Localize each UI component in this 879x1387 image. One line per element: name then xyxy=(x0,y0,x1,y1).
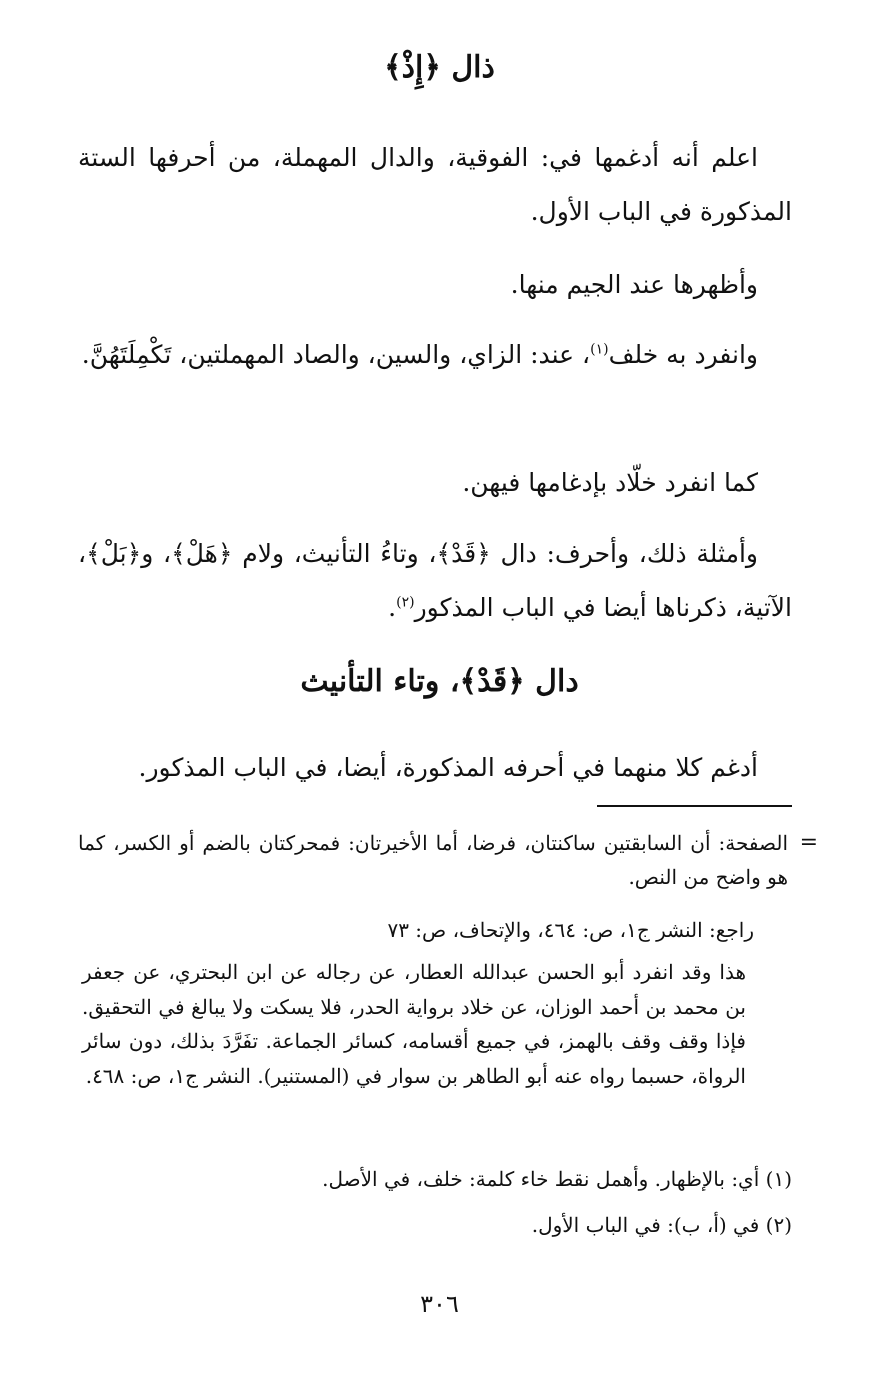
footnote-divider xyxy=(597,805,792,807)
footnote-continuation-text: الصفحة: أن السابقتين ساكنتان، فرضا، أما الأخيرتان: فمحركتان بالضم أو الكسر، كما هو واضح من النص. xyxy=(78,831,788,889)
paragraph-examples-text-a: وأمثلة ذلك، وأحرف: دال ﴿قَدْ﴾، وتاءُ التأنيث، ولام ﴿هَلْ﴾، و﴿بَلْ﴾، الآتية، ذكرناها أيضا في الباب المذكور xyxy=(78,539,792,622)
paragraph-examples xyxy=(78,527,792,635)
paragraph-khalaf xyxy=(78,328,792,382)
paragraph-qad-idgham: أدغم كلا منهما في أحرفه المذكورة، أيضا، في الباب المذكور. xyxy=(138,753,758,782)
footnote-note: هذا وقد انفرد أبو الحسن عبدالله العطار، عن رجاله عن ابن البحتري، عن جعفر بن محمد بن أحمد الوزان، عن خلاد برواية الحدر، فلا يسكت ولا يبالغ في التحقيق. فإذا وقف وقف بالهمز، في جميع أقسامه، كسائر الجماعة. تفَرَّدَ بذلك، دون سائر الرواة، حسبما رواه عنه أبو الطاهر بن سوار في (المستنير). النشر ج١، ص: ٤٦٨. xyxy=(82,960,747,1088)
footnote-ref-2: (٢) xyxy=(396,594,415,611)
section-heading-idh: ذال ﴿إِذْ﴾ xyxy=(384,50,495,85)
paragraph-khalaf-text-a: وانفرد به خلف xyxy=(608,340,758,369)
paragraph-idgham-intro: اعلم أنه أدغمها في: الفوقية، والدال المهملة، من أحرفها الستة المذكورة في الباب الأول. xyxy=(78,143,792,226)
section-heading-qad: دال ﴿قَدْ﴾، وتاء التأنيث xyxy=(300,664,579,699)
paragraph-izhar: وأظهرها عند الجيم منها. xyxy=(510,270,758,299)
footnote-1: (١) أي: بالإظهار. وأهمل نقط خاء كلمة: خلف، في الأصل. xyxy=(322,1167,792,1191)
page-number: ٣٠٦ xyxy=(420,1290,459,1318)
footnote-ref-1: (١) xyxy=(590,341,609,358)
footnote-2: (٢) في (أ، ب): في الباب الأول. xyxy=(531,1213,792,1237)
paragraph-khallad: كما انفرد خلّاد بإدغامها فيهن. xyxy=(462,468,758,497)
footnote-reference: راجع: النشر ج١، ص: ٤٦٤، والإتحاف، ص: ٧٣ xyxy=(387,918,754,942)
footnote-continuation xyxy=(78,826,818,894)
paragraph-examples-text-b: . xyxy=(388,593,397,622)
paragraph-khalaf-text-b: ، عند: الزاي، والسين، والصاد المهملتين، تَكْمِلَتَهُنَّ. xyxy=(81,340,591,369)
continuation-mark: = xyxy=(799,830,818,855)
